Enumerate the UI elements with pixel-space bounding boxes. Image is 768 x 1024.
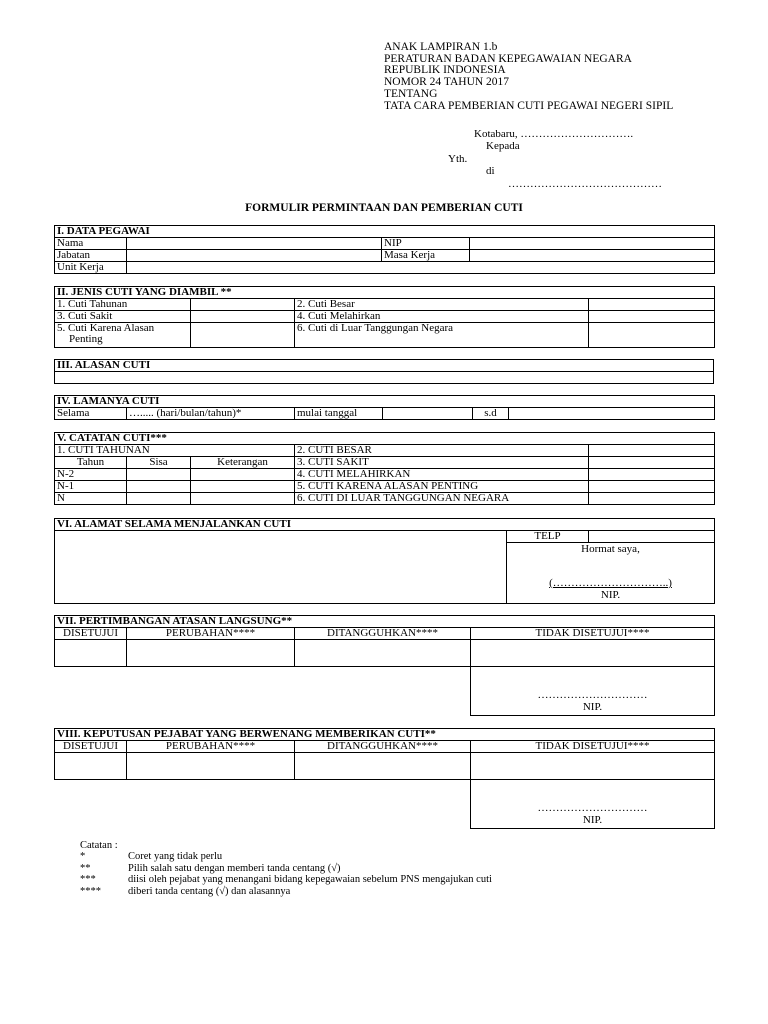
section-title: II. JENIS CUTI YANG DIAMBIL ** [55, 287, 715, 299]
nama-label: Nama [55, 238, 127, 250]
keterangan-n2-field[interactable] [191, 469, 295, 481]
section-title: I. DATA PEGAWAI [55, 226, 715, 238]
tahun-header: Tahun [55, 457, 127, 469]
selama-label: Selama [55, 408, 127, 420]
sd-label: s.d [473, 408, 509, 420]
ditangguhkan-check[interactable] [295, 753, 471, 780]
section-title: VI. ALAMAT SELAMA MENJALANKAN CUTI [55, 519, 715, 531]
keterangan-n-field[interactable] [191, 493, 295, 505]
header-line: TENTANG [384, 87, 438, 100]
section-alasan-cuti [54, 359, 714, 384]
cuti-luar-tanggungan-note[interactable] [589, 493, 715, 505]
address-dots: …………………………………… [508, 178, 662, 190]
section-jenis-cuti [54, 286, 715, 348]
section-title: III. ALASAN CUTI [55, 360, 714, 372]
signature-name-line[interactable]: (…………………………..) [549, 577, 672, 589]
note-text: Coret yang tidak perlu [128, 851, 223, 863]
cuti-melahirkan-check[interactable] [589, 311, 715, 323]
keterangan-header: Keterangan [191, 457, 295, 469]
hormat-saya: Hormat saya, [581, 543, 640, 555]
alasan-field[interactable] [55, 372, 714, 384]
mulai-tanggal-label: mulai tanggal [295, 408, 383, 420]
tidak-disetujui-check[interactable] [471, 640, 715, 667]
cuti-alasan-penting-check[interactable] [191, 323, 295, 348]
jabatan-field[interactable] [127, 250, 382, 262]
unit-kerja-field[interactable] [127, 262, 715, 274]
note-text: diisi oleh pejabat yang menangani bidang kepegawaian sebelum PNS mengajukan cuti [128, 874, 492, 886]
start-date-field[interactable] [383, 408, 473, 420]
section-title: V. CATATAN CUTI*** [55, 433, 715, 445]
year-n2-label: N-2 [55, 469, 127, 481]
disetujui-check[interactable] [55, 640, 127, 667]
year-n-label: N [55, 493, 127, 505]
telp-field[interactable] [589, 531, 715, 543]
header-line: REPUBLIK INDONESIA [384, 64, 506, 77]
nip-label: NIP [382, 238, 470, 250]
label-line: 5. Cuti Karena Alasan [57, 322, 155, 334]
section-data-pegawai [54, 225, 715, 274]
di-label: di [486, 165, 495, 177]
cuti-sakit-note[interactable] [589, 457, 715, 469]
perubahan-check[interactable] [127, 640, 295, 667]
header-line: TATA CARA PEMBERIAN CUTI PEGAWAI NEGERI SIPIL [384, 99, 674, 112]
notes-title: Catatan : [80, 840, 118, 851]
tidak-disetujui-check[interactable] [471, 753, 715, 780]
nip-label: NIP. [582, 701, 603, 713]
year-n1-label: N-1 [55, 481, 127, 493]
end-date-field[interactable] [509, 408, 715, 420]
sisa-header: Sisa [127, 457, 191, 469]
cuti-alasan-penting-label: 5. CUTI KARENA ALASAN PENTING [295, 481, 589, 493]
header-line: ANAK LAMPIRAN 1.b [384, 41, 498, 53]
cuti-luar-tanggungan-label: 6. CUTI DI LUAR TANGGUNGAN NEGARA [295, 493, 589, 505]
sisa-n-field[interactable] [127, 493, 191, 505]
regulation-header [384, 42, 673, 112]
signature-dots[interactable]: ………………………… [537, 802, 648, 814]
sisa-n2-field[interactable] [127, 469, 191, 481]
section-catatan-cuti [54, 432, 715, 505]
cuti-luar-tanggungan-label: 6. Cuti di Luar Tanggungan Negara [295, 323, 589, 348]
perubahan-check[interactable] [127, 753, 295, 780]
cuti-besar-check[interactable] [589, 299, 715, 311]
unit-kerja-label: Unit Kerja [55, 262, 127, 274]
section-title: VII. PERTIMBANGAN ATASAN LANGSUNG** [55, 616, 715, 628]
signature-block [471, 780, 715, 829]
sisa-n1-field[interactable] [127, 481, 191, 493]
header-line: NOMOR 24 TAHUN 2017 [384, 76, 510, 89]
nama-field[interactable] [127, 238, 382, 250]
header-line: PERATURAN BADAN KEPEGAWAIAN NEGARA [384, 52, 632, 65]
spacer [55, 780, 471, 829]
cuti-tahunan-check[interactable] [191, 299, 295, 311]
signature-block [471, 667, 715, 716]
note-item [80, 874, 492, 886]
alamat-field[interactable] [55, 531, 507, 604]
tidak-disetujui-header: TIDAK DISETUJUI**** [471, 628, 715, 640]
telp-label: TELP [507, 531, 589, 543]
cuti-sakit-label: 3. CUTI SAKIT [295, 457, 589, 469]
signature-dots[interactable]: ………………………… [537, 689, 648, 701]
duration-unit-field[interactable]: …..... (hari/bulan/tahun)* [127, 408, 295, 420]
section-title: IV. LAMANYA CUTI [55, 396, 715, 408]
cuti-melahirkan-label: 4. Cuti Melahirkan [295, 311, 589, 323]
perubahan-header: PERUBAHAN**** [127, 628, 295, 640]
notes-block [80, 840, 492, 897]
disetujui-header: DISETUJUI [55, 741, 127, 753]
note-text: diberi tanda centang (√) dan alasannya [128, 885, 291, 897]
jabatan-label: Jabatan [55, 250, 127, 262]
cuti-besar-label: 2. CUTI BESAR [295, 445, 589, 457]
cuti-tahunan-label: 1. CUTI TAHUNAN [55, 445, 295, 457]
keterangan-n1-field[interactable] [191, 481, 295, 493]
section-alamat-cuti [54, 518, 715, 604]
label-line: Penting [69, 333, 103, 345]
nip-label: NIP. [582, 814, 603, 826]
note-item [80, 862, 341, 874]
cuti-sakit-check[interactable] [191, 311, 295, 323]
section-title: VIII. KEPUTUSAN PEJABAT YANG BERWENANG MEMBERIKAN CUTI** [55, 729, 715, 741]
place-date: Kotabaru, …………………………. [474, 128, 634, 140]
section-pertimbangan-atasan [54, 615, 715, 716]
ditangguhkan-check[interactable] [295, 640, 471, 667]
tidak-disetujui-header: TIDAK DISETUJUI**** [471, 741, 715, 753]
ditangguhkan-header: DITANGGUHKAN**** [295, 628, 471, 640]
kepada-label: Kepada [486, 140, 520, 152]
yth-label: Yth. [448, 153, 468, 165]
cuti-melahirkan-note[interactable] [589, 469, 715, 481]
note-text: Pilih salah satu dengan memberi tanda centang (√) [128, 862, 341, 874]
nip-field[interactable] [470, 238, 715, 250]
cuti-alasan-penting-note[interactable] [589, 481, 715, 493]
nip-label: NIP. [600, 589, 621, 601]
cuti-besar-label: 2. Cuti Besar [295, 299, 589, 311]
note-mark: ** [80, 862, 91, 874]
perubahan-header: PERUBAHAN**** [127, 741, 295, 753]
spacer [55, 667, 471, 716]
cuti-tahunan-label: 1. Cuti Tahunan [55, 299, 191, 311]
section-keputusan-pejabat [54, 728, 715, 829]
cuti-besar-note[interactable] [589, 445, 715, 457]
cuti-melahirkan-label: 4. CUTI MELAHIRKAN [295, 469, 589, 481]
disetujui-check[interactable] [55, 753, 127, 780]
signature-block [507, 543, 715, 604]
disetujui-header: DISETUJUI [55, 628, 127, 640]
form-title: FORMULIR PERMINTAAN DAN PEMBERIAN CUTI [245, 202, 523, 214]
note-mark: *** [80, 874, 96, 886]
cuti-luar-tanggungan-check[interactable] [589, 323, 715, 348]
note-item [80, 885, 291, 897]
note-mark: **** [80, 885, 101, 897]
cuti-alasan-penting-label [55, 323, 191, 348]
cuti-sakit-label: 3. Cuti Sakit [55, 311, 191, 323]
note-mark: * [80, 851, 86, 863]
section-lamanya-cuti [54, 395, 715, 420]
masa-kerja-field[interactable] [470, 250, 715, 262]
note-item [80, 851, 223, 863]
masa-kerja-label: Masa Kerja [382, 250, 470, 262]
ditangguhkan-header: DITANGGUHKAN**** [295, 741, 471, 753]
